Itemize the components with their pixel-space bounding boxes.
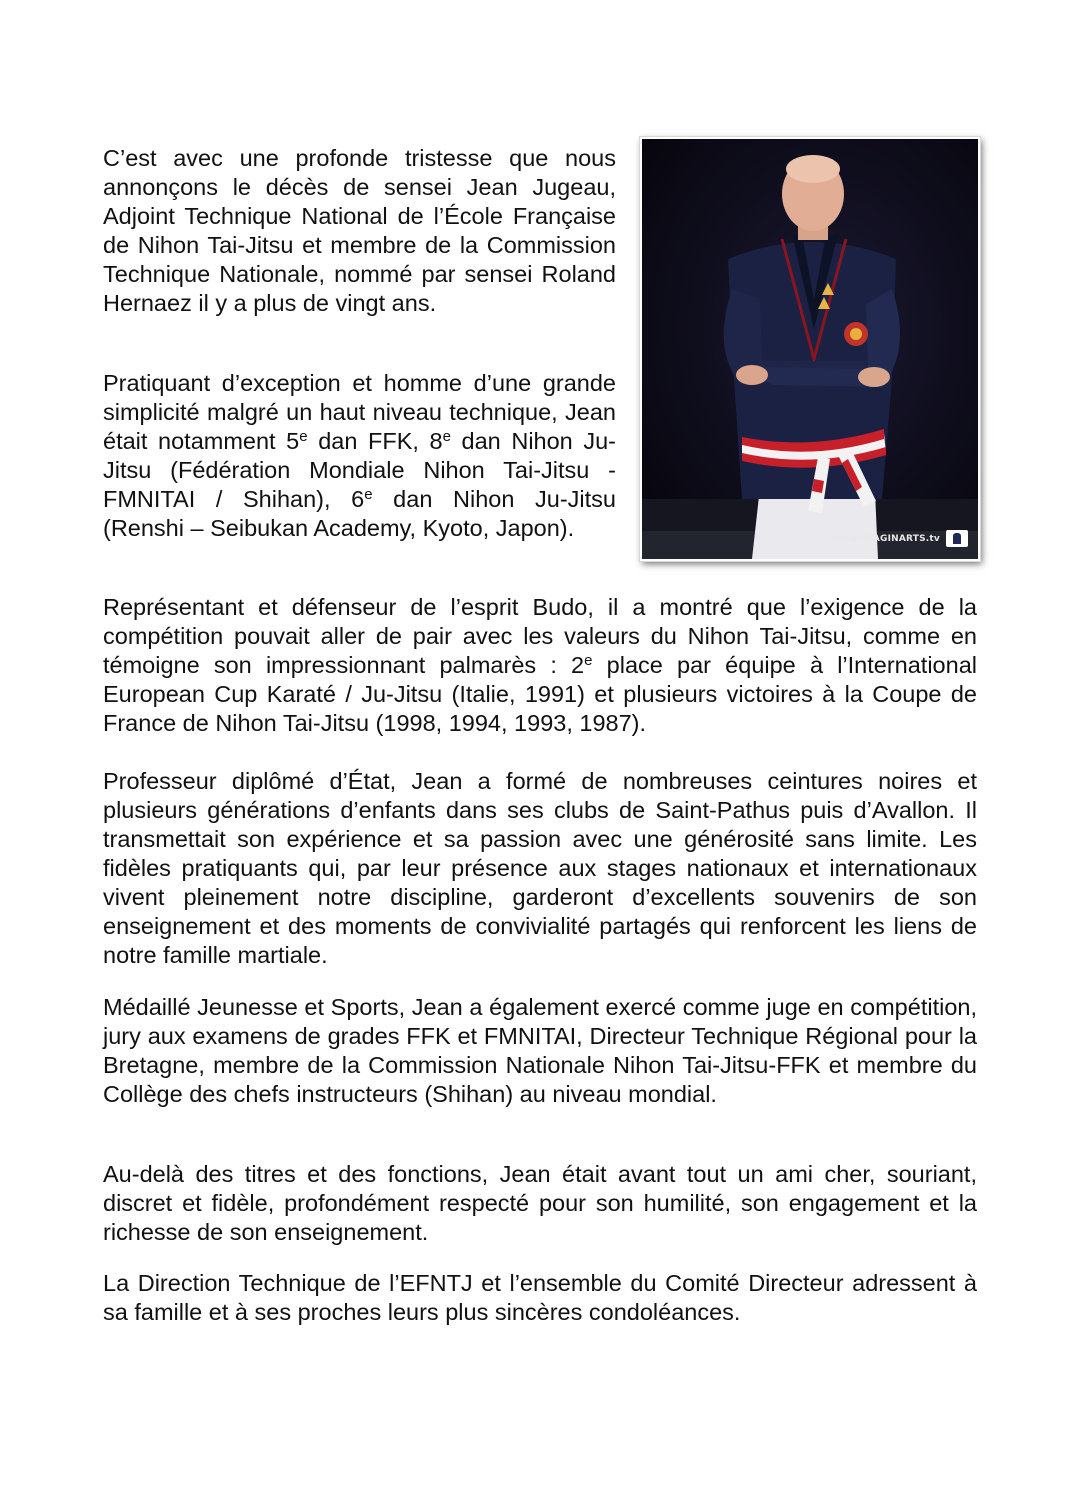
text-fragment: Pratiquant d’exception et homme d’une grande simplicité malgré un haut niveau technique, Jean était notamment 5	[103, 370, 616, 454]
paragraph-condolences: La Direction Technique de l’EFNTJ et l’ensemble du Comité Directeur adressent à sa famille et à ses proches leurs plus sincères condoléances.	[103, 1270, 977, 1325]
paragraph-announcement: C’est avec une profonde tristesse que nous annonçons le décès de sensei Jean Jugeau, Adjoint Technique National de l’École Française de Nihon Tai-Jitsu et membre de la Commission Technique Nationale, nommé par sensei Roland Hernaez il y a plus de vingt ans.	[103, 145, 616, 316]
text-fragment: dan FFK, 8	[307, 428, 443, 454]
watermark-text: www.IMAGINARTS.tv	[831, 534, 940, 544]
text-fragment: dan Nihon Ju-Jitsu (Fédération Mondiale Nihon Tai-Jitsu - FMNITAI / Shihan), 6	[103, 428, 616, 512]
portrait-photo	[640, 137, 980, 561]
martial-artist-figure	[642, 139, 978, 559]
watermark-logo-icon	[946, 530, 968, 547]
superscript: e	[364, 486, 373, 503]
paragraph-tribute: Au-delà des titres et des fonctions, Jean était avant tout un ami cher, souriant, discret et fidèle, profondément respecté pour son humilité, son engagement et la richesse de son enseignement.	[103, 1161, 977, 1245]
text-fragment: place par équipe à l’International European Cup Karaté / Ju-Jitsu (Italie, 1991) et plusieurs victoires à la Coupe de France de Nihon Tai-Jitsu (1998, 1994, 1993, 1987).	[103, 652, 977, 736]
paragraph-grades	[103, 369, 616, 543]
paragraph-achievements	[103, 593, 977, 738]
superscript: e	[299, 428, 308, 445]
paragraph-roles: Médaillé Jeunesse et Sports, Jean a également exercé comme juge en compétition, jury aux examens de grades FFK et FMNITAI, Directeur Technique Régional pour la Bretagne, membre de la Commission Nationale Nihon Tai-Jitsu-FFK et membre du Collège des chefs instructeurs (Shihan) au niveau mondial.	[103, 994, 977, 1107]
paragraph-teaching: Professeur diplômé d’État, Jean a formé de nombreuses ceintures noires et plusieurs générations d’enfants dans ses clubs de Saint-Pathus puis d’Avallon. Il transmettait son expérience et sa passion avec une générosité sans limite. Les fidèles pratiquants qui, par leur présence aux stages nationaux et internationaux vivent pleinement notre discipline, garderont d’excellents souvenirs de son enseignement et des moments de convivialité partagés qui renforcent les liens de notre famille martiale.	[103, 768, 977, 968]
superscript: e	[442, 428, 451, 445]
text-fragment: dan Nihon Ju-Jitsu (Renshi – Seibukan Academy, Kyoto, Japon).	[103, 486, 616, 541]
text-fragment: Représentant et défenseur de l’esprit Budo, il a montré que l’exigence de la compétition pouvait aller de pair avec les valeurs du Nihon Tai-Jitsu, comme en témoigne son impressionnant palmarès : 2	[103, 594, 977, 678]
superscript: e	[584, 652, 593, 669]
